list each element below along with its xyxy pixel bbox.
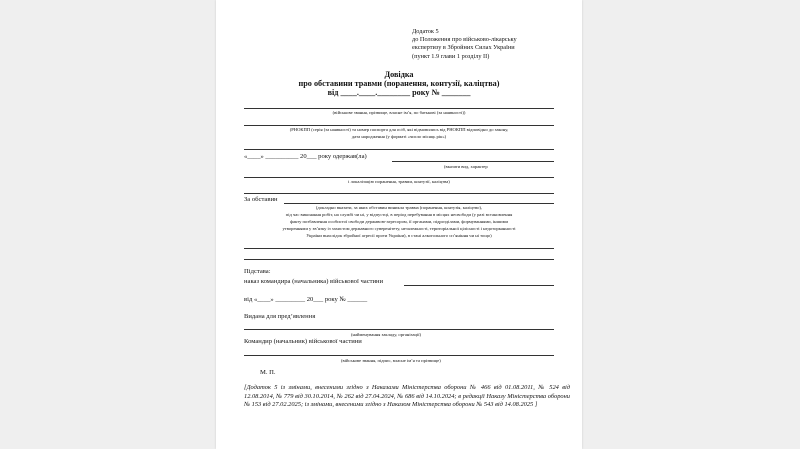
annex-line-2: до Положення про військово-лікарську — [412, 36, 517, 44]
hint-circumstances-5: України внаслідок збройної агресії проти України), в стані алкогольного сп’яніння чи ні тощо) — [306, 233, 492, 238]
hint-circumstances-2: під час виконання робіт, на службі чи ні, у відпустці, в період перебування в місцях несвободи (у разі встановлення — [285, 212, 513, 217]
field-order-date: від «____» _________ 20___ року № ______ — [244, 296, 368, 303]
hint-institution: (найменування закладу, організації) — [351, 332, 422, 337]
blank-line — [244, 193, 554, 194]
hint-injury-type: (вказати вид, характер — [444, 164, 488, 169]
blank-line — [244, 177, 554, 178]
annex-block — [412, 28, 572, 61]
field-commander: Командир (начальник) військової частини — [244, 338, 362, 345]
order-line — [404, 285, 554, 286]
document-page — [216, 0, 582, 449]
hint-circumstances-1: (докладно вказати, за яких обставин виникла травма (поранення, контузія, каліцтво), — [315, 205, 483, 210]
hint-rnokpp-1: (РНОКПП (серія (за наявності) та номер паспорта для осіб, які відмовились від РНОКПП відповідно до закону, — [289, 127, 509, 132]
field-basis: Підстава: — [244, 268, 271, 275]
field-issued-for: Видана для пред’явлення — [244, 313, 316, 320]
annex-line-1: Додаток 5 — [412, 28, 439, 35]
stamp-place: М. П. — [260, 369, 276, 376]
hint-injury-location: і локалізацію поранення, травми, контузії, каліцтва) — [348, 179, 450, 184]
document-date-line: від ____.____.________ року № _______ — [327, 88, 471, 97]
blank-line — [244, 259, 554, 260]
blank-line — [244, 149, 554, 150]
signature-line — [244, 355, 554, 356]
hint-rnokpp-2: дата народження (у форматі «число місяць рік») — [351, 134, 447, 139]
circumstances-line — [284, 203, 554, 204]
rnokpp-line — [244, 125, 554, 126]
annex-line-3: експертизу в Збройних Силах України — [412, 44, 515, 52]
amendments-note: [Додаток 5 із змінами, внесеними згідно з Наказами Міністерства оборони № 466 від 01.08.2011, № 524 від 12.08.2014, № 779 від 30.10.2014, № 262 від 27.04.2024, № 686 від 14.10.2024; в редакції Наказу Міністерства оборони № 153 від 27.02.2025; із змінами, внесеними згідно з Наказом Міністерства оборони № 543 від 14.08.2025 ] — [244, 384, 570, 409]
hint-signature: (військове звання, підпис, власне ім’я та прізвище) — [341, 358, 441, 363]
field-order: наказ командира (начальника) військової частини — [244, 278, 384, 285]
document-title: Довідка — [384, 70, 414, 79]
field-circumstances: За обставин — [244, 196, 278, 203]
document-subtitle: про обставини травми (поранення, контузії, каліцтва) — [298, 79, 500, 88]
injury-line — [392, 161, 554, 162]
name-line — [244, 108, 554, 109]
annex-line-4: (пункт 1.9 глави 1 розділу II) — [412, 52, 490, 60]
blank-line — [244, 248, 554, 249]
institution-line — [244, 329, 554, 330]
field-received-date: «____» __________ 20___ року одержав(ла) — [244, 153, 367, 160]
hint-circumstances-4: утвореннями у зв’язку із захистом державного суверенітету, незалежності, територіальної цілісності і недоторканності — [282, 226, 516, 231]
hint-circumstances-3: факту позбавлення особистої свободи державою-агресором, її органами, підрозділами, формуваннями, іншими — [289, 219, 509, 224]
hint-military-rank: (військове звання, прізвище, власне ім’я, по батькові (за наявності)) — [332, 110, 466, 115]
